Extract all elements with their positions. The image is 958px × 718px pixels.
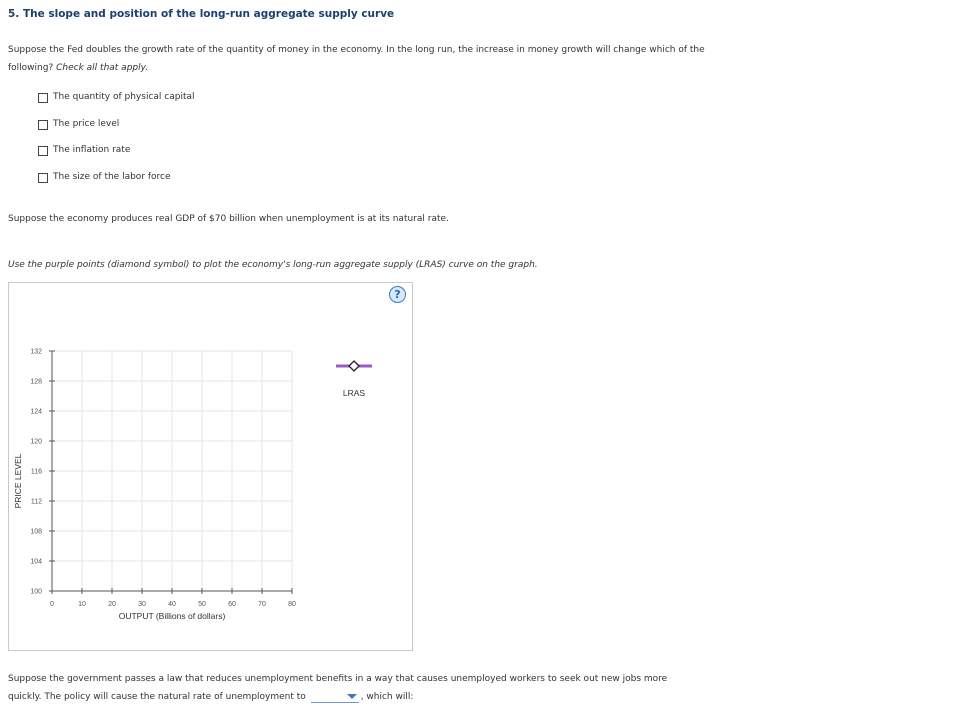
x-tick-label: 60 <box>228 601 236 608</box>
option-label: The inflation rate <box>53 145 131 155</box>
x-tick-label: 80 <box>288 601 296 608</box>
question-instruction: Check all that apply. <box>56 63 149 73</box>
y-tick-label: 120 <box>30 438 42 446</box>
y-tick-label: 112 <box>30 498 42 506</box>
option-label: The price level <box>53 118 120 129</box>
question-prompt-text: Suppose the Fed doubles the growth rate of the quantity of money in the economy. In the long run, the increase in money growth will change which of the following? <box>8 45 705 73</box>
y-tick-label: 116 <box>30 468 42 476</box>
y-tick-label: 132 <box>30 348 42 356</box>
x-axis-title: OUTPUT (Billions of dollars) <box>118 611 226 621</box>
x-tick-label: 70 <box>258 601 266 608</box>
option-label: The size of the labor force <box>53 171 171 182</box>
diamond-icon[interactable] <box>349 361 359 371</box>
scenario-text: Suppose the economy produces real GDP of $70 billion when unemployment is at its natural rate. <box>8 214 449 224</box>
followup-text-end: , which will: <box>360 692 414 702</box>
x-tick-label: 20 <box>108 601 116 608</box>
chevron-down-icon[interactable] <box>347 694 357 699</box>
axes <box>49 351 292 594</box>
x-tick-label: 0 <box>50 601 54 608</box>
x-tick-label: 50 <box>198 601 206 608</box>
x-tick-label: 10 <box>78 601 86 608</box>
y-axis-title: PRICE LEVEL <box>13 453 23 509</box>
y-tick-label: 128 <box>30 378 42 386</box>
lras-legend-label: LRAS <box>342 388 366 398</box>
y-tick-label: 100 <box>30 588 42 596</box>
x-tick-label: 40 <box>168 601 176 608</box>
tick-labels <box>30 349 296 609</box>
question-title: 5. The slope and position of the long-run aggregate supply curve <box>8 8 395 20</box>
y-tick-label: 108 <box>30 528 42 536</box>
y-tick-label: 124 <box>30 408 42 416</box>
x-tick-label: 30 <box>138 601 146 608</box>
help-icon[interactable]: ? <box>389 286 406 303</box>
natural-rate-dropdown[interactable] <box>311 691 359 703</box>
followup-question <box>8 670 688 706</box>
plot-instruction: Use the purple points (diamond symbol) to plot the economy's long-run aggregate supply (LRAS) curve on the graph. <box>8 260 538 270</box>
option-label: The quantity of physical capital <box>53 92 195 102</box>
followup-text: Suppose the government passes a law that reduces unemployment benefits in a way that causes unemployed workers to seek out new jobs more quickly. The policy will cause the natural rate of unemployment to <box>8 674 668 702</box>
grid-lines <box>52 351 292 591</box>
y-tick-label: 104 <box>30 558 42 566</box>
lras-drawing-tool[interactable] <box>336 361 372 371</box>
